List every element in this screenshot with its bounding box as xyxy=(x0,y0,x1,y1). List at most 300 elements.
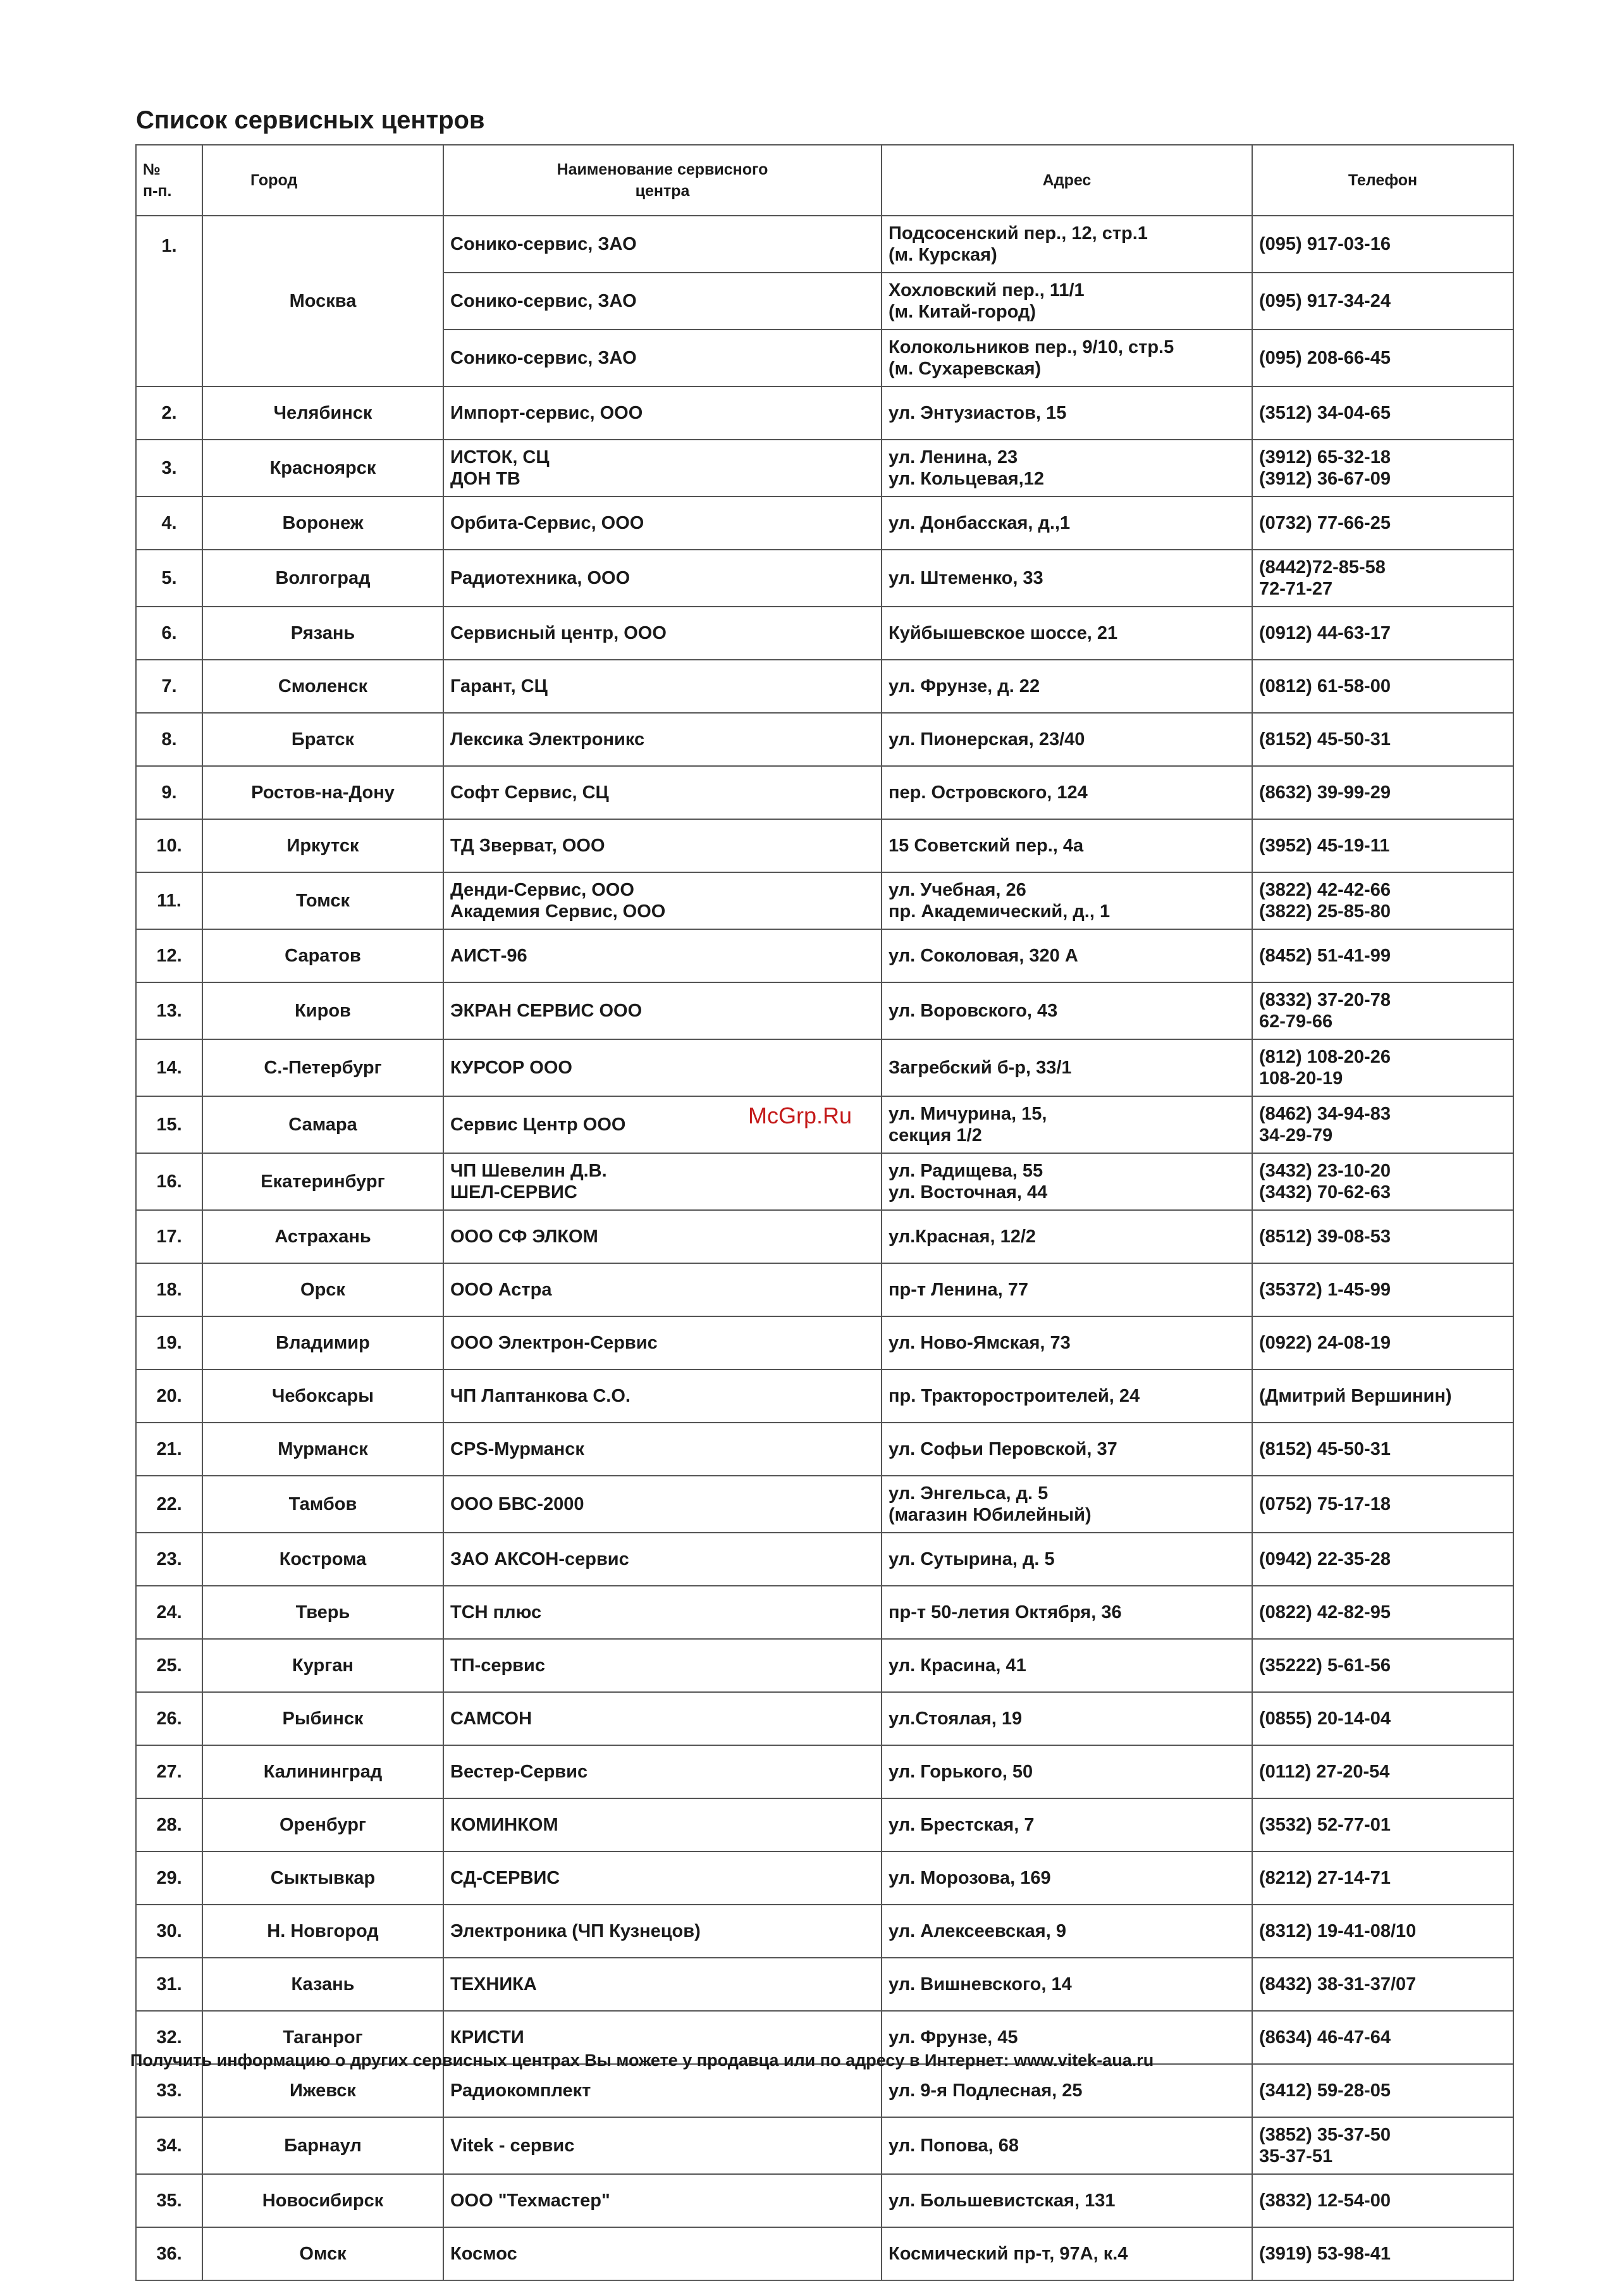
address-cell-line: ул. Воровского, 43 xyxy=(889,1001,1058,1021)
address-cell xyxy=(882,273,1252,330)
phone-cell-line: (3912) 36-67-09 xyxy=(1259,469,1391,489)
service-name-cell-line: Vitek - сервис xyxy=(450,2136,575,2156)
row-number: 7. xyxy=(136,660,202,713)
address-cell-line: пер. Островского, 124 xyxy=(889,782,1088,803)
row-number: 4. xyxy=(136,497,202,550)
address-cell xyxy=(882,713,1252,766)
city-cell: Киров xyxy=(202,982,443,1039)
service-name-cell-line: Лексика Электроникс xyxy=(450,729,645,750)
phone-cell xyxy=(1252,1692,1513,1745)
phone-cell xyxy=(1252,386,1513,440)
service-name-cell xyxy=(443,1369,882,1423)
table-row xyxy=(136,766,1513,819)
address-cell xyxy=(882,440,1252,497)
header-phone: Телефон xyxy=(1252,145,1513,216)
phone-cell-line: (8212) 27-14-71 xyxy=(1259,1868,1391,1888)
service-name-cell xyxy=(443,550,882,607)
address-cell xyxy=(882,1210,1252,1263)
row-number: 12. xyxy=(136,929,202,982)
service-name-cell-line: ООО "Техмастер" xyxy=(450,2191,610,2211)
service-name-cell xyxy=(443,1153,882,1210)
phone-cell-line: 62-79-66 xyxy=(1259,1011,1333,1032)
address-cell-line: ул. Большевистская, 131 xyxy=(889,2191,1116,2211)
service-name-cell-line: ООО Астра xyxy=(450,1280,552,1300)
city-cell: Калининград xyxy=(202,1745,443,1798)
city-cell: Астрахань xyxy=(202,1210,443,1263)
row-number: 22. xyxy=(136,1476,202,1533)
phone-cell xyxy=(1252,607,1513,660)
service-name-cell xyxy=(443,1586,882,1639)
header-num-line: п-п. xyxy=(143,182,172,200)
phone-cell-line: (3912) 65-32-18 xyxy=(1259,447,1391,467)
address-cell xyxy=(882,2174,1252,2227)
phone-cell xyxy=(1252,766,1513,819)
header-city: Город xyxy=(202,145,443,216)
city-cell: Ростов-на-Дону xyxy=(202,766,443,819)
address-cell xyxy=(882,1423,1252,1476)
phone-cell-line: (0855) 20-14-04 xyxy=(1259,1709,1391,1729)
table-row xyxy=(136,1263,1513,1316)
address-cell-line: ул. 9-я Подлесная, 25 xyxy=(889,2080,1083,2101)
address-cell xyxy=(882,1039,1252,1096)
city-cell: Иркутск xyxy=(202,819,443,872)
service-name-cell xyxy=(443,1745,882,1798)
phone-cell xyxy=(1252,1476,1513,1533)
service-name-cell xyxy=(443,2174,882,2227)
table-row xyxy=(136,1210,1513,1263)
table-row xyxy=(136,2174,1513,2227)
address-cell-line: ул. Ленина, 23 xyxy=(889,447,1018,467)
phone-cell-line: (35372) 1-45-99 xyxy=(1259,1280,1391,1300)
phone-cell xyxy=(1252,1423,1513,1476)
table-row xyxy=(136,1851,1513,1905)
phone-cell xyxy=(1252,550,1513,607)
row-number: 13. xyxy=(136,982,202,1039)
header-num-line: № xyxy=(143,161,161,178)
service-name-cell xyxy=(443,216,882,273)
row-number: 15. xyxy=(136,1096,202,1153)
city-cell: С.-Петербург xyxy=(202,1039,443,1096)
table-row xyxy=(136,713,1513,766)
city-cell: Оренбург xyxy=(202,1798,443,1851)
table-row xyxy=(136,607,1513,660)
service-name-cell xyxy=(443,1851,882,1905)
row-number: 1. xyxy=(136,216,202,386)
phone-cell xyxy=(1252,1039,1513,1096)
address-cell xyxy=(882,1586,1252,1639)
address-cell xyxy=(882,216,1252,273)
row-number: 23. xyxy=(136,1533,202,1586)
address-cell xyxy=(882,1851,1252,1905)
service-name-cell-line: Сервис Центр ООО xyxy=(450,1115,626,1135)
address-cell xyxy=(882,330,1252,386)
phone-cell-line: (8152) 45-50-31 xyxy=(1259,729,1391,750)
phone-cell-line: (0822) 42-82-95 xyxy=(1259,1602,1391,1623)
address-cell-line: пр. Академический, д., 1 xyxy=(889,901,1110,922)
city-cell: Самара xyxy=(202,1096,443,1153)
phone-cell-line: (3822) 42-42-66 xyxy=(1259,880,1391,900)
table-row xyxy=(136,1039,1513,1096)
city-cell: Кострома xyxy=(202,1533,443,1586)
service-name-cell-line: ТСН плюс xyxy=(450,1602,542,1623)
service-name-cell xyxy=(443,2064,882,2117)
row-number: 10. xyxy=(136,819,202,872)
phone-cell xyxy=(1252,1586,1513,1639)
city-cell: Омск xyxy=(202,2227,443,2280)
phone-cell xyxy=(1252,2011,1513,2064)
phone-cell xyxy=(1252,713,1513,766)
service-name-cell-line: Сервисный центр, ООО xyxy=(450,623,667,643)
table-row xyxy=(136,1692,1513,1745)
table-row xyxy=(136,1533,1513,1586)
row-number: 36. xyxy=(136,2227,202,2280)
service-name-cell-line: СД-СЕРВИС xyxy=(450,1868,560,1888)
address-cell-line: ул. Ново-Ямская, 73 xyxy=(889,1333,1071,1353)
city-cell: Саратов xyxy=(202,929,443,982)
service-name-cell-line: Сонико-сервис, ЗАО xyxy=(450,234,637,254)
phone-cell xyxy=(1252,216,1513,273)
service-name-cell-line: Космос xyxy=(450,2244,517,2264)
watermark: McGrp.Ru xyxy=(748,1103,852,1128)
service-name-cell-line: ДОН ТВ xyxy=(450,469,520,489)
phone-cell xyxy=(1252,330,1513,386)
city-cell: Томск xyxy=(202,872,443,929)
table-row xyxy=(136,1586,1513,1639)
address-cell xyxy=(882,1533,1252,1586)
phone-cell xyxy=(1252,1316,1513,1369)
row-number: 5. xyxy=(136,550,202,607)
service-name-cell-line: ЗАО АКСОН-сервис xyxy=(450,1549,629,1569)
phone-cell xyxy=(1252,929,1513,982)
city-cell: Новосибирск xyxy=(202,2174,443,2227)
row-number: 16. xyxy=(136,1153,202,1210)
header-name xyxy=(443,145,882,216)
row-number: 17. xyxy=(136,1210,202,1263)
table-row xyxy=(136,660,1513,713)
address-cell xyxy=(882,1369,1252,1423)
city-cell: Сыктывкар xyxy=(202,1851,443,1905)
address-cell-line: Хохловский пер., 11/1 xyxy=(889,280,1085,300)
phone-cell xyxy=(1252,872,1513,929)
service-name-cell xyxy=(443,929,882,982)
city-cell: Екатеринбург xyxy=(202,1153,443,1210)
phone-cell xyxy=(1252,982,1513,1039)
address-cell-line: Загребский б-р, 33/1 xyxy=(889,1058,1072,1078)
service-name-cell xyxy=(443,1905,882,1958)
service-name-cell xyxy=(443,1263,882,1316)
address-cell-line: (м. Курская) xyxy=(889,245,997,265)
phone-cell xyxy=(1252,2174,1513,2227)
address-cell-line: ул. Морозова, 169 xyxy=(889,1868,1051,1888)
table-row xyxy=(136,1639,1513,1692)
service-name-cell xyxy=(443,2117,882,2174)
service-name-cell-line: ШЕЛ-СЕРВИС xyxy=(450,1182,577,1202)
row-number: 29. xyxy=(136,1851,202,1905)
table-row xyxy=(136,216,1513,273)
city-cell: Рязань xyxy=(202,607,443,660)
address-cell-line: ул. Красина, 41 xyxy=(889,1655,1026,1676)
phone-cell-line: (0922) 24-08-19 xyxy=(1259,1333,1391,1353)
row-number: 2. xyxy=(136,386,202,440)
address-cell xyxy=(882,386,1252,440)
phone-cell-line: (8452) 51-41-99 xyxy=(1259,946,1391,966)
table-row xyxy=(136,2117,1513,2174)
table-row xyxy=(136,1745,1513,1798)
phone-cell-line: (3832) 12-54-00 xyxy=(1259,2191,1391,2211)
service-name-cell-line: КРИСТИ xyxy=(450,2027,524,2048)
service-name-cell-line: Академия Сервис, ООО xyxy=(450,901,666,922)
address-cell xyxy=(882,982,1252,1039)
phone-cell-line: (0112) 27-20-54 xyxy=(1259,1762,1390,1782)
row-number: 6. xyxy=(136,607,202,660)
city-cell: Смоленск xyxy=(202,660,443,713)
address-cell xyxy=(882,1692,1252,1745)
service-name-cell-line: ООО БВС-2000 xyxy=(450,1494,584,1514)
phone-cell-line: (Дмитрий Вершинин) xyxy=(1259,1386,1452,1406)
phone-cell-line: (8512) 39-08-53 xyxy=(1259,1227,1391,1247)
address-cell-line: ул. Кольцевая,12 xyxy=(889,469,1044,489)
phone-cell-line: (8152) 45-50-31 xyxy=(1259,1439,1391,1459)
phone-cell xyxy=(1252,1263,1513,1316)
service-name-cell xyxy=(443,497,882,550)
address-cell xyxy=(882,1263,1252,1316)
service-name-cell xyxy=(443,607,882,660)
service-name-cell xyxy=(443,1476,882,1533)
service-name-cell-line: Радиотехника, ООО xyxy=(450,568,631,588)
phone-cell xyxy=(1252,2117,1513,2174)
address-cell xyxy=(882,550,1252,607)
address-cell-line: ул. Пионерская, 23/40 xyxy=(889,729,1085,750)
address-cell xyxy=(882,1316,1252,1369)
city-cell: Чебоксары xyxy=(202,1369,443,1423)
city-cell: Красноярск xyxy=(202,440,443,497)
city-cell: Москва xyxy=(202,216,443,386)
address-cell-line: ул. Алексеевская, 9 xyxy=(889,1921,1066,1941)
phone-cell-line: (0942) 22-35-28 xyxy=(1259,1549,1391,1569)
phone-cell xyxy=(1252,1905,1513,1958)
address-cell-line: 15 Советский пер., 4а xyxy=(889,836,1084,856)
service-name-cell-line: CPS-Мурманск xyxy=(450,1439,584,1459)
phone-cell-line: (8632) 39-99-29 xyxy=(1259,782,1391,803)
phone-cell-line: (8432) 38-31-37/07 xyxy=(1259,1974,1417,1994)
address-cell-line: ул. Штеменко, 33 xyxy=(889,568,1043,588)
address-cell xyxy=(882,819,1252,872)
row-number: 33. xyxy=(136,2064,202,2117)
service-name-cell-line: Гарант, СЦ xyxy=(450,676,548,696)
address-cell xyxy=(882,1745,1252,1798)
address-cell xyxy=(882,1153,1252,1210)
city-cell: Ижевск xyxy=(202,2064,443,2117)
service-name-cell-line: Сонико-сервис, ЗАО xyxy=(450,348,637,368)
row-number: 14. xyxy=(136,1039,202,1096)
phone-cell xyxy=(1252,1153,1513,1210)
phone-cell xyxy=(1252,1639,1513,1692)
phone-cell-line: (0752) 75-17-18 xyxy=(1259,1494,1391,1514)
phone-cell-line: (3512) 34-04-65 xyxy=(1259,403,1391,423)
row-number: 8. xyxy=(136,713,202,766)
service-name-cell xyxy=(443,440,882,497)
address-cell-line: пр-т Ленина, 77 xyxy=(889,1280,1028,1300)
address-cell xyxy=(882,872,1252,929)
row-number: 32. xyxy=(136,2011,202,2064)
footer-note: Получить информацию о других сервисных центрах Вы можете у продавца или по адресу в Интернет: www.vitek-aua.ru xyxy=(130,2051,1154,2070)
phone-cell xyxy=(1252,1533,1513,1586)
city-cell: Орск xyxy=(202,1263,443,1316)
address-cell-line: ул. Брестская, 7 xyxy=(889,1815,1035,1835)
address-cell-line: Куйбышевское шоссе, 21 xyxy=(889,623,1118,643)
address-cell-line: ул. Мичурина, 15, xyxy=(889,1104,1047,1124)
phone-cell-line: (095) 208-66-45 xyxy=(1259,348,1391,368)
city-cell: Мурманск xyxy=(202,1423,443,1476)
address-cell-line: (магазин Юбилейный) xyxy=(889,1505,1092,1525)
service-name-cell xyxy=(443,1692,882,1745)
row-number: 31. xyxy=(136,1958,202,2011)
phone-cell-line: (095) 917-34-24 xyxy=(1259,291,1391,311)
table-row xyxy=(136,1798,1513,1851)
address-cell xyxy=(882,497,1252,550)
address-cell xyxy=(882,1639,1252,1692)
service-name-cell-line: ТП-сервис xyxy=(450,1655,545,1676)
address-cell-line: секция 1/2 xyxy=(889,1125,982,1146)
service-name-cell xyxy=(443,713,882,766)
row-number: 21. xyxy=(136,1423,202,1476)
address-cell-line: ул. Фрунзе, 45 xyxy=(889,2027,1018,2048)
phone-cell xyxy=(1252,1369,1513,1423)
phone-cell xyxy=(1252,440,1513,497)
phone-cell xyxy=(1252,1745,1513,1798)
service-name-cell-line: ЭКРАН СЕРВИС ООО xyxy=(450,1001,643,1021)
address-cell-line: (м. Китай-город) xyxy=(889,302,1037,322)
service-name-cell-line: ЧП Лаптанкова С.О. xyxy=(450,1386,631,1406)
city-cell: Таганрог xyxy=(202,2011,443,2064)
address-cell-line: ул. Вишневского, 14 xyxy=(889,1974,1072,1994)
table-row xyxy=(136,2064,1513,2117)
address-cell xyxy=(882,607,1252,660)
city-cell: Курган xyxy=(202,1639,443,1692)
table-row xyxy=(136,1316,1513,1369)
row-number: 18. xyxy=(136,1263,202,1316)
city-cell: Казань xyxy=(202,1958,443,2011)
address-cell xyxy=(882,1798,1252,1851)
phone-cell-line: (3412) 59-28-05 xyxy=(1259,2080,1391,2101)
service-name-cell-line: ТД Зверват, ООО xyxy=(450,836,605,856)
service-name-cell-line: Денди-Сервис, ООО xyxy=(450,880,634,900)
phone-cell-line: (3822) 25-85-80 xyxy=(1259,901,1391,922)
table-row xyxy=(136,929,1513,982)
phone-cell-line: (35222) 5-61-56 xyxy=(1259,1655,1391,1676)
phone-cell xyxy=(1252,273,1513,330)
phone-cell-line: (812) 108-20-26 xyxy=(1259,1047,1391,1067)
table-row xyxy=(136,1476,1513,1533)
service-name-cell-line: АИСТ-96 xyxy=(450,946,527,966)
row-number: 35. xyxy=(136,2174,202,2227)
row-number: 20. xyxy=(136,1369,202,1423)
address-cell-line: Космический пр-т, 97А, к.4 xyxy=(889,2244,1128,2264)
service-name-cell xyxy=(443,982,882,1039)
phone-cell xyxy=(1252,660,1513,713)
city-cell: Воронеж xyxy=(202,497,443,550)
service-name-cell xyxy=(443,819,882,872)
address-cell-line: ул. Донбасская, д.,1 xyxy=(889,513,1071,533)
phone-cell-line: (0812) 61-58-00 xyxy=(1259,676,1391,696)
row-number: 28. xyxy=(136,1798,202,1851)
address-cell-line: ул.Стоялая, 19 xyxy=(889,1709,1023,1729)
address-cell-line: ул.Красная, 12/2 xyxy=(889,1227,1037,1247)
service-name-cell xyxy=(443,660,882,713)
city-cell: Барнаул xyxy=(202,2117,443,2174)
address-cell xyxy=(882,1958,1252,2011)
address-cell-line: ул. Энтузиастов, 15 xyxy=(889,403,1067,423)
address-cell xyxy=(882,1905,1252,1958)
row-number: 3. xyxy=(136,440,202,497)
row-number: 19. xyxy=(136,1316,202,1369)
phone-cell-line: 108-20-19 xyxy=(1259,1068,1343,1089)
city-cell: Тамбов xyxy=(202,1476,443,1533)
table-row xyxy=(136,1958,1513,2011)
phone-cell xyxy=(1252,1210,1513,1263)
service-name-cell xyxy=(443,330,882,386)
phone-cell-line: (3532) 52-77-01 xyxy=(1259,1815,1391,1835)
address-cell-line: пр-т 50-летия Октября, 36 xyxy=(889,1602,1122,1623)
service-name-cell-line: Орбита-Сервис, ООО xyxy=(450,513,644,533)
service-name-cell-line: Импорт-сервис, ООО xyxy=(450,403,643,423)
phone-cell-line: (3432) 70-62-63 xyxy=(1259,1182,1391,1202)
phone-cell-line: (3952) 45-19-11 xyxy=(1259,836,1390,856)
phone-cell-line: (3432) 23-10-20 xyxy=(1259,1161,1391,1181)
address-cell xyxy=(882,1476,1252,1533)
table-row xyxy=(136,872,1513,929)
phone-cell xyxy=(1252,1851,1513,1905)
address-cell xyxy=(882,2117,1252,2174)
phone-cell-line: (095) 917-03-16 xyxy=(1259,234,1391,254)
service-name-cell-line: Вестер-Сервис xyxy=(450,1762,588,1782)
phone-cell-line: (8332) 37-20-78 xyxy=(1259,990,1391,1010)
service-name-cell xyxy=(443,766,882,819)
table-row xyxy=(136,497,1513,550)
table-row xyxy=(136,1423,1513,1476)
service-name-cell-line: ЧП Шевелин Д.В. xyxy=(450,1161,607,1181)
city-cell: Братск xyxy=(202,713,443,766)
address-cell xyxy=(882,929,1252,982)
phone-cell-line: 34-29-79 xyxy=(1259,1125,1333,1146)
service-name-cell xyxy=(443,1798,882,1851)
address-cell-line: ул. Радищева, 55 xyxy=(889,1161,1043,1181)
city-cell: Тверь xyxy=(202,1586,443,1639)
service-name-cell-line: Электроника (ЧП Кузнецов) xyxy=(450,1921,701,1941)
address-cell xyxy=(882,660,1252,713)
table-row xyxy=(136,982,1513,1039)
address-cell xyxy=(882,766,1252,819)
phone-cell xyxy=(1252,2064,1513,2117)
service-name-cell-line: ИСТОК, СЦ xyxy=(450,447,550,467)
row-number: 34. xyxy=(136,2117,202,2174)
header-name-line: центра xyxy=(635,182,690,200)
service-name-cell xyxy=(443,273,882,330)
phone-cell xyxy=(1252,1096,1513,1153)
row-number: 27. xyxy=(136,1745,202,1798)
table-row xyxy=(136,1153,1513,1210)
page-title: Список сервисных центров xyxy=(136,106,485,134)
service-name-cell-line: ООО Электрон-Сервис xyxy=(450,1333,658,1353)
service-name-cell xyxy=(443,1316,882,1369)
table-row xyxy=(136,440,1513,497)
phone-cell-line: (3852) 35-37-50 xyxy=(1259,2125,1391,2145)
row-number: 25. xyxy=(136,1639,202,1692)
service-name-cell xyxy=(443,1639,882,1692)
city-cell: Рыбинск xyxy=(202,1692,443,1745)
phone-cell-line: (8634) 46-47-64 xyxy=(1259,2027,1391,2048)
phone-cell xyxy=(1252,497,1513,550)
